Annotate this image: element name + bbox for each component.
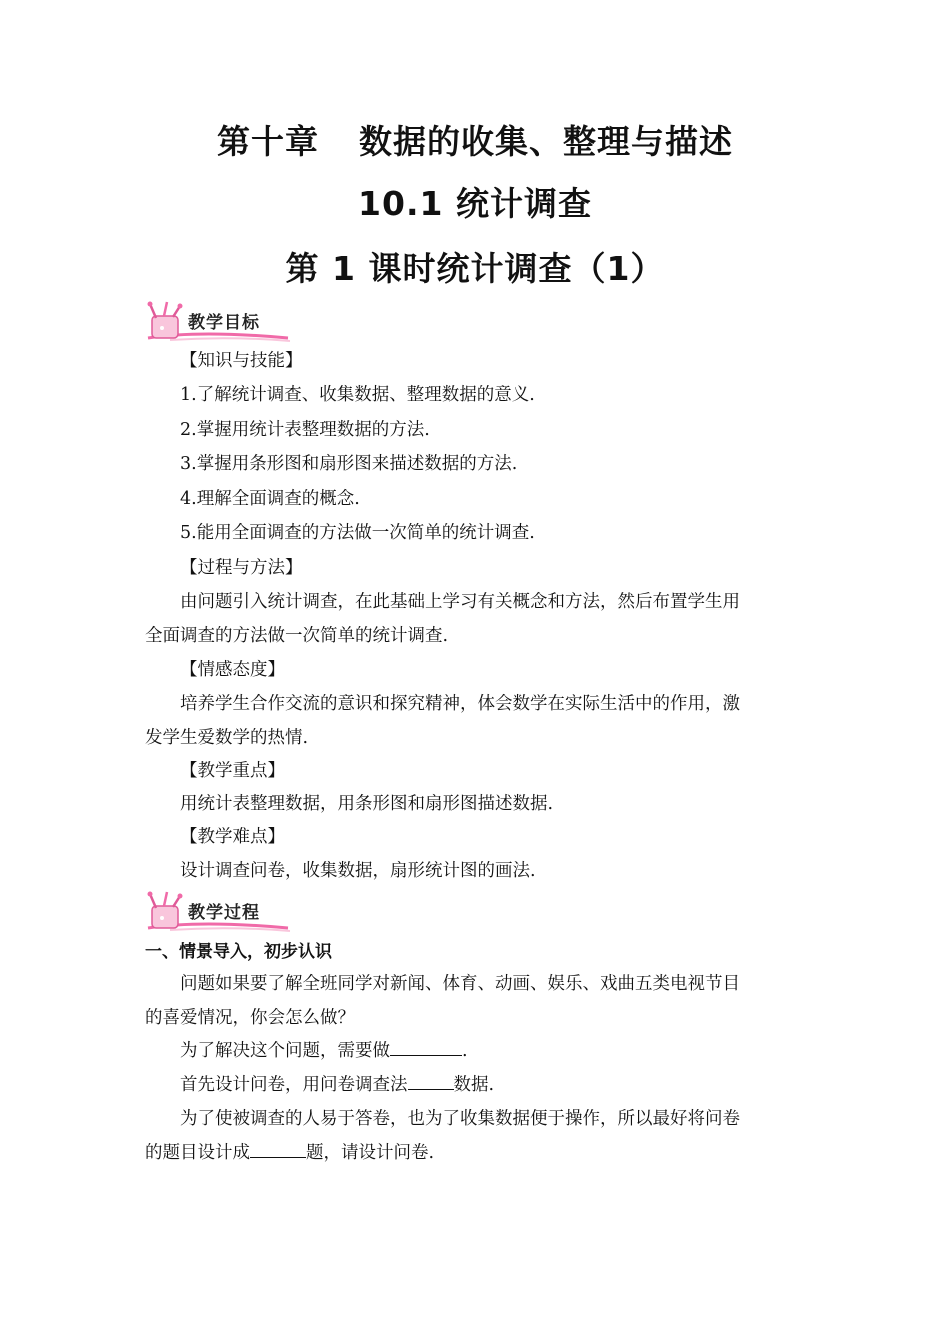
- chapter-number: 第十章: [217, 122, 319, 161]
- section-heading: 一、情景导入，初步认识: [145, 942, 332, 962]
- process-method-heading: 【过程与方法】: [180, 558, 303, 578]
- process-method-text: 全面调查的方法做一次简单的统计调查.: [145, 626, 449, 646]
- key-point-text: 用统计表整理数据，用条形图和扇形图描述数据.: [180, 794, 554, 814]
- goals-banner: [140, 300, 300, 344]
- process-method-text: 由问题引入统计调查，在此基础上学习有关概念和方法，然后布置学生用: [180, 592, 740, 612]
- difficult-point-text: 设计调查问卷，收集数据，扇形统计图的画法.: [180, 861, 536, 881]
- paragraph-text: 为了使被调查的人易于答卷，也为了收集数据便于操作，所以最好将问卷: [180, 1109, 740, 1129]
- answer-blank[interactable]: [408, 1069, 454, 1090]
- fill-in-sentence: [145, 1034, 810, 1068]
- sentence-text: 的题目设计成: [145, 1143, 250, 1163]
- key-point-heading: 【教学重点】: [180, 761, 285, 781]
- emotion-text: 培养学生合作交流的意识和探究精神，体会数学在实际生活中的作用，激: [180, 694, 740, 714]
- sentence-text: 题，请设计问卷.: [306, 1143, 435, 1163]
- process-banner-label: 教学过程: [188, 903, 260, 923]
- sentence-text: .: [462, 1041, 468, 1061]
- chapter-title: [0, 116, 950, 163]
- answer-blank[interactable]: [250, 1137, 306, 1158]
- goals-banner-label: 教学目标: [188, 313, 260, 333]
- knowledge-item: 5.能用全面调查的方法做一次简单的统计调查.: [180, 523, 535, 543]
- knowledge-item: 2.掌握用统计表整理数据的方法.: [180, 420, 430, 440]
- question-text: 的喜爱情况，你会怎么做？: [145, 1008, 355, 1028]
- knowledge-item: 4.理解全面调查的概念.: [180, 489, 360, 509]
- emotion-text: 发学生爱数学的热情.: [145, 728, 309, 748]
- fill-in-sentence: [145, 1136, 810, 1170]
- difficult-point-heading: 【教学难点】: [180, 827, 285, 847]
- knowledge-heading: 【知识与技能】: [180, 351, 303, 371]
- lesson-title: 第 1 课时统计调查（1）: [285, 249, 665, 288]
- knowledge-item: 1.了解统计调查、收集数据、整理数据的意义.: [180, 385, 535, 405]
- knowledge-item: 3.掌握用条形图和扇形图来描述数据的方法.: [180, 454, 518, 474]
- fill-in-sentence: [145, 1068, 810, 1102]
- process-banner: [140, 890, 300, 934]
- sentence-text: 为了解决这个问题，需要做: [180, 1041, 390, 1061]
- sentence-text: 数据.: [453, 1075, 495, 1095]
- section-title: 10.1 统计调查: [358, 184, 592, 223]
- chapter-name: 数据的收集、整理与描述: [359, 122, 733, 161]
- question-text: 问题如果要了解全班同学对新闻、体育、动画、娱乐、戏曲五类电视节目: [180, 974, 740, 994]
- sentence-text: 首先设计问卷，用问卷调查法: [180, 1075, 408, 1095]
- answer-blank[interactable]: [390, 1035, 462, 1056]
- emotion-heading: 【情感态度】: [180, 660, 285, 680]
